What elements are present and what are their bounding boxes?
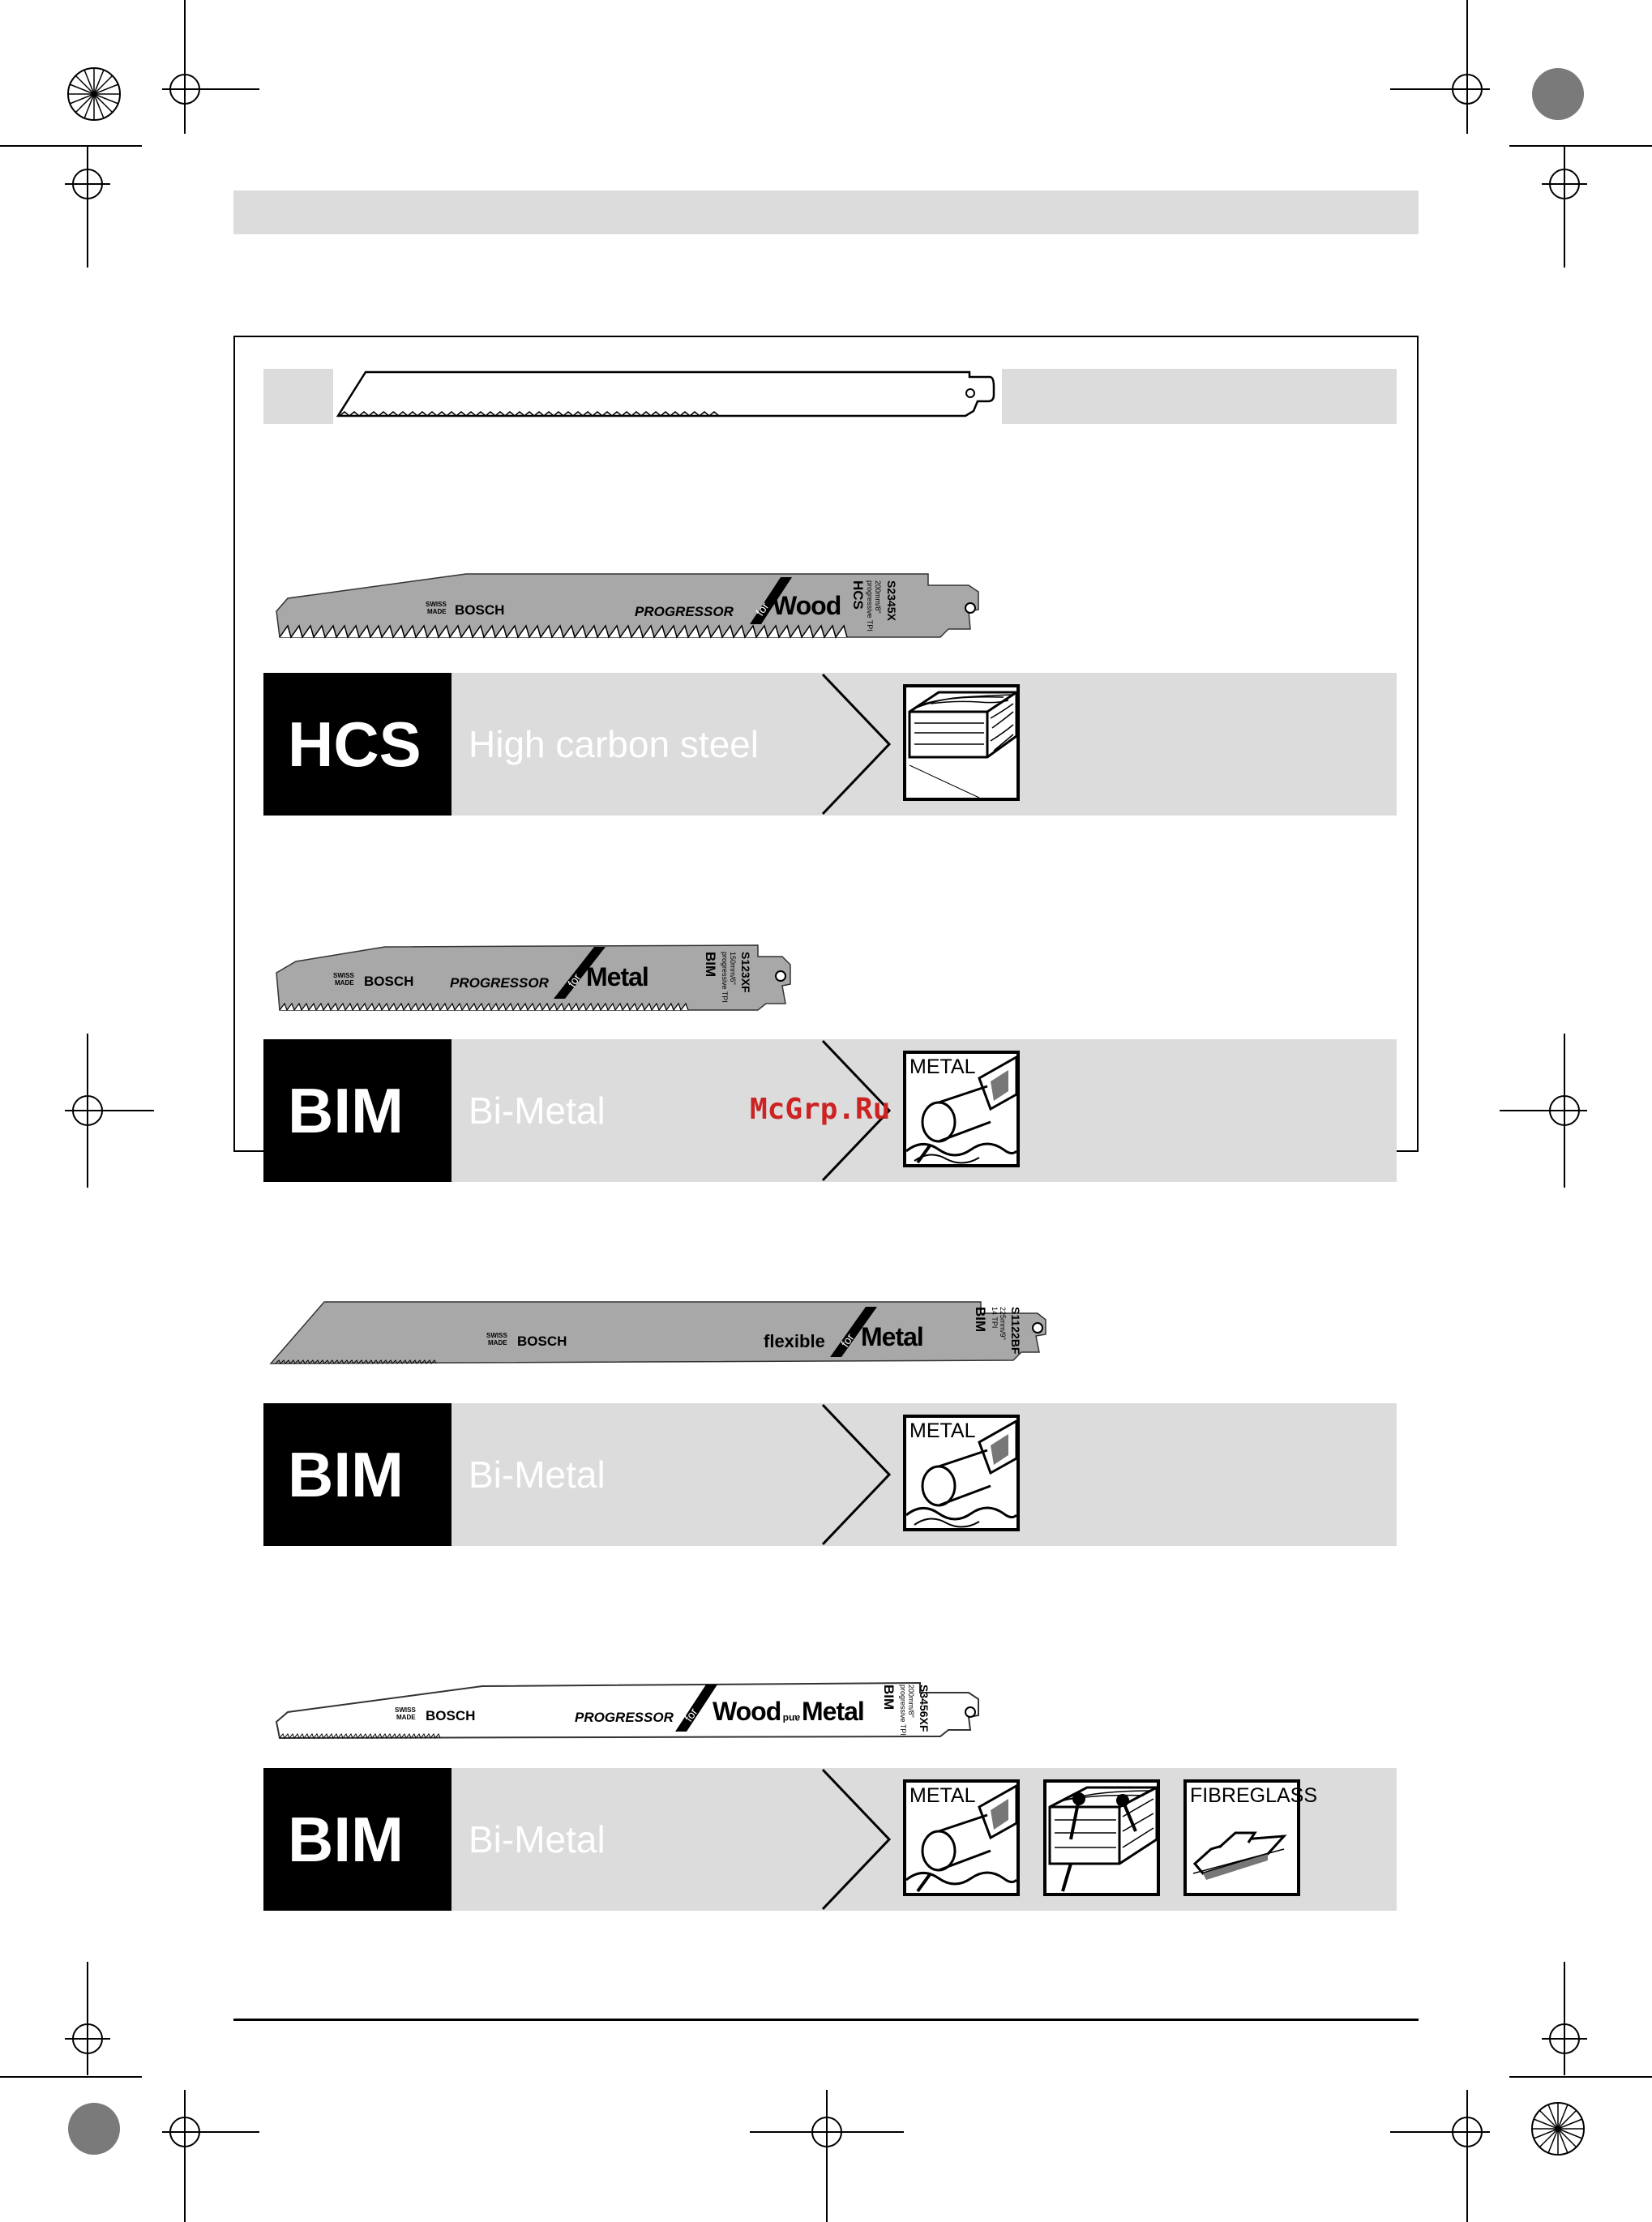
metal-icon-label: METAL [909,1419,976,1442]
chevron-right-icon [798,1403,896,1546]
material-description: Bi-Metal [469,1090,606,1132]
blade-s3456xf [272,1680,1017,1745]
blade-for: for [565,971,584,990]
blade-series: PROGRESSOR [450,975,549,991]
material-code: HCS [263,673,452,816]
blade-application-2: Metal [802,1697,864,1726]
fibreglass-icon-label: FIBREGLASS [1190,1784,1317,1807]
blade-header-row [263,369,1397,424]
header-gray-left [263,369,333,424]
wood-nails-icon [1043,1779,1160,1896]
blade-spec-1: 200mm/8" [907,1685,915,1718]
metal-icon [903,1779,1020,1896]
blade-origin-1: SWISS [395,1706,416,1714]
blade-model: S1122BF [1009,1307,1022,1355]
header-gray-right [1002,369,1397,424]
blade-for: for [753,600,772,619]
blade-spec-1: 150mm/6" [729,952,737,985]
material-row-hcs [263,673,1397,816]
chevron-right-icon [798,1768,896,1911]
blade-series: PROGRESSOR [575,1710,674,1725]
blade-application-and: and [782,1713,800,1724]
material-description: Bi-Metal [469,1818,606,1860]
material-code: BIM [263,1768,452,1911]
generic-blade-outline-icon [333,369,1002,424]
material-row-bim-2 [263,1403,1397,1546]
material-code: BIM [263,1039,452,1182]
blade-origin-1: SWISS [426,601,447,608]
blade-origin-2: MADE [427,608,447,615]
watermark: McGrp.Ru [750,1093,891,1126]
blade-application: Wood [773,591,841,620]
wood-icon [903,684,1020,801]
blade-material: BIM [703,952,718,978]
material-description: High carbon steel [469,723,759,765]
metal-icon-label: METAL [909,1784,976,1807]
blade-s123xf [272,940,839,1015]
blade-spec-2: progressive TPI [866,580,874,631]
blade-application: Wood [713,1697,781,1726]
blade-origin-2: MADE [335,979,354,987]
blade-model: S2345X [885,580,898,621]
blade-spec-1: 225mm/9" [999,1307,1007,1340]
fibreglass-icon [1183,1779,1317,1896]
blade-spec-2: progressive TPI [899,1685,907,1736]
blade-brand: BOSCH [364,974,414,989]
metal-icon [903,1051,1020,1167]
blade-application: Metal [861,1322,923,1351]
header-bar [233,191,1419,234]
blade-spec-2: progressive TPI [721,952,729,1003]
material-row-bim-3 [263,1768,1397,1911]
blade-origin-2: MADE [396,1714,416,1721]
blade-brand: BOSCH [426,1708,476,1723]
blade-material: HCS [850,580,866,610]
material-description: Bi-Metal [469,1454,606,1496]
blade-spec-2: 14 TPI [991,1307,999,1329]
metal-icon-label: METAL [909,1055,976,1078]
chevron-right-icon [798,673,896,816]
blade-material: BIM [973,1307,988,1333]
material-code: BIM [263,1403,452,1546]
blade-for: for [838,1331,857,1350]
blade-for: for [682,1706,700,1724]
blade-origin-1: SWISS [333,972,354,979]
blade-series: flexible [764,1331,825,1351]
blade-spec-1: 200mm/8" [874,580,882,614]
blade-origin-2: MADE [488,1339,507,1346]
blade-brand: BOSCH [517,1334,567,1349]
blade-model: S3456XF [918,1685,931,1732]
blade-s1122bf [267,1299,1102,1373]
blade-material: BIM [881,1685,897,1710]
blade-s2345x [272,569,1017,644]
blade-origin-1: SWISS [486,1332,507,1339]
blade-model: S123XF [739,952,752,993]
footer-rule [233,2019,1419,2021]
metal-icon [903,1415,1020,1531]
blade-brand: BOSCH [455,602,505,618]
blade-series: PROGRESSOR [635,604,734,619]
blade-application: Metal [586,962,648,991]
